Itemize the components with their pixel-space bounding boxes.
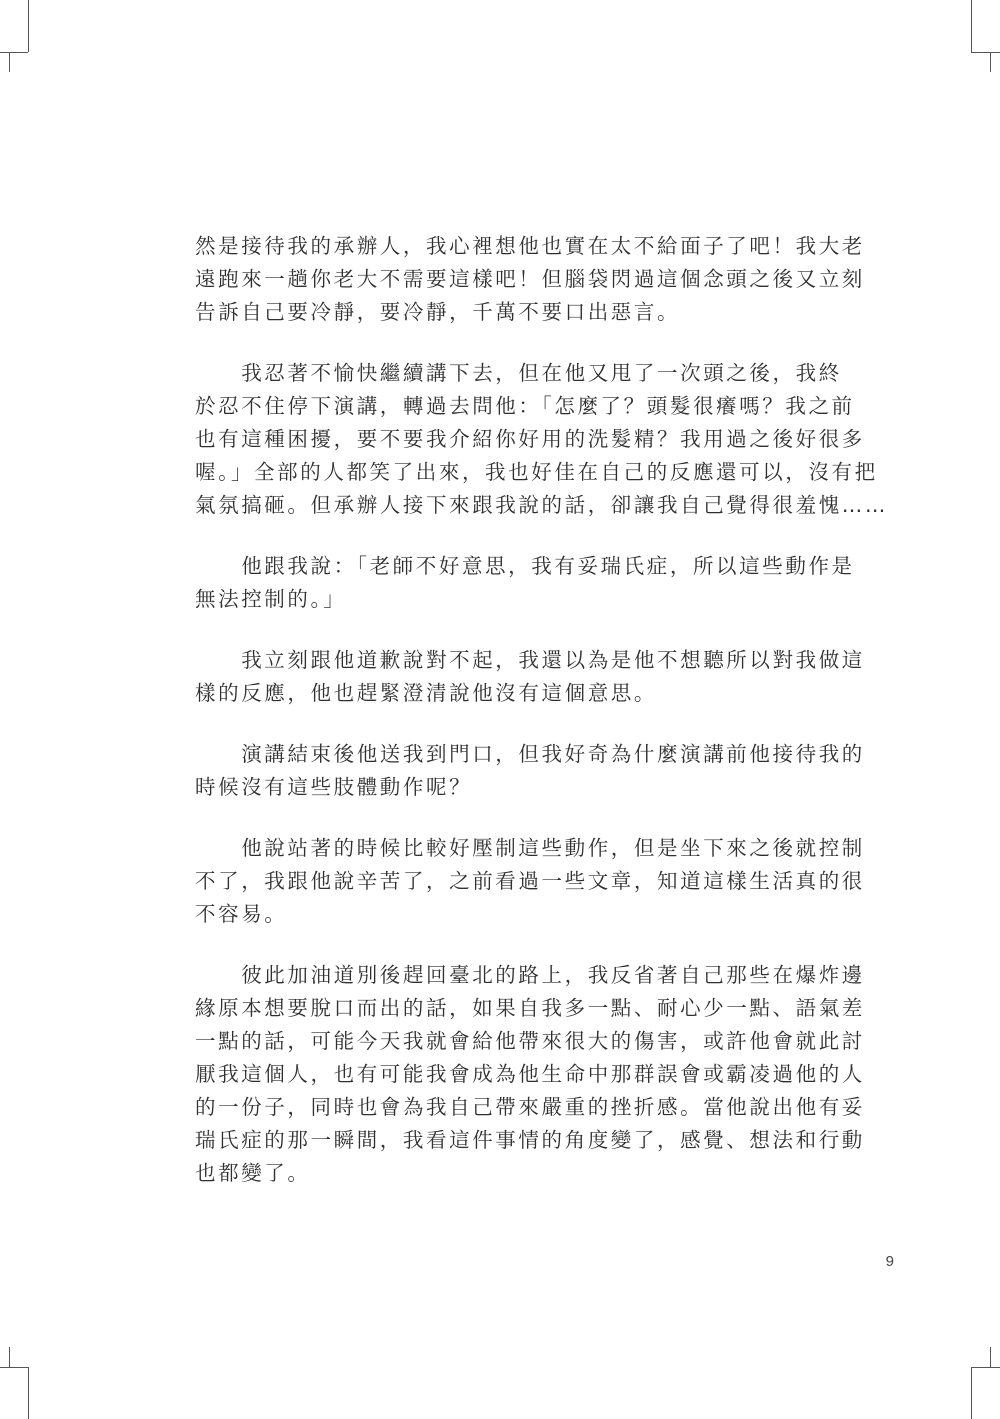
crop-mark-bottom-left-horizontal	[0, 1367, 28, 1368]
paragraph	[195, 230, 863, 329]
crop-mark-bottom-right-vertical	[971, 1367, 972, 1419]
crop-mark-bottom-right-outer	[990, 1347, 991, 1367]
text-line: 然是接待我的承辦人，我心裡想他也實在太不給面子了吧！我大老	[195, 234, 865, 258]
text-line: 厭我這個人，也有可能我會成為他生命中那群誤會或霸凌過他的人	[195, 1062, 865, 1086]
text-line: 的一份子，同時也會為我自己帶來嚴重的挫折感。當他說出他有妥	[195, 1095, 865, 1119]
crop-mark-top-right-vertical	[971, 0, 972, 52]
text-line: 於忍不住停下演講，轉過去問他：「怎麼了？頭髮很癢嗎？我之前	[195, 394, 855, 418]
crop-mark-bottom-left-vertical	[28, 1367, 29, 1419]
text-line: 不容易。	[195, 902, 288, 926]
body-text	[195, 230, 888, 1218]
crop-mark-top-right-outer	[990, 52, 991, 72]
text-line: 緣原本想要脫口而出的話，如果自我多一點、耐心少一點、語氣差	[195, 996, 865, 1020]
text-line: 喔。」全部的人都笑了出來，我也好佳在自己的反應還可以，沒有把	[195, 460, 878, 484]
paragraph	[195, 738, 863, 804]
paragraph	[195, 550, 863, 616]
text-line: 告訴自己要冷靜，要冷靜，千萬不要口出惡言。	[195, 300, 681, 324]
page-number: 9	[885, 1253, 894, 1270]
text-line: 不了，我跟他說辛苦了，之前看過一些文章，知道這樣生活真的很	[195, 869, 865, 893]
text-line: 他跟我說：「老師不好意思，我有妥瑞氏症，所以這些動作是	[195, 554, 855, 578]
text-line: 也有這種困擾，要不要我介紹你好用的洗髮精？我用過之後好很多	[195, 427, 865, 451]
crop-mark-top-left-horizontal	[0, 52, 28, 53]
text-line: 時候沒有這些肢體動作呢？	[195, 775, 473, 799]
crop-mark-bottom-left-outer	[9, 1347, 10, 1367]
text-line: 也都變了。	[195, 1161, 311, 1185]
paragraph	[195, 832, 863, 931]
crop-mark-bottom-right-horizontal	[971, 1367, 1000, 1368]
text-line: 我立刻跟他道歉說對不起，我還以為是他不想聽所以對我做這	[195, 648, 865, 672]
text-line: 彼此加油道別後趕回臺北的路上，我反省著自己那些在爆炸邊	[195, 963, 865, 987]
text-line: 氣氛搞砸。但承辦人接下來跟我說的話，卻讓我自己覺得很羞愧……	[195, 493, 888, 517]
text-line: 樣的反應，他也趕緊澄清說他沒有這個意思。	[195, 681, 657, 705]
paragraph	[195, 959, 863, 1190]
text-line: 遠跑來一趟你老大不需要這樣吧！但腦袋閃過這個念頭之後又立刻	[195, 267, 865, 291]
crop-mark-top-left-vertical	[28, 0, 29, 52]
paragraph	[195, 644, 863, 710]
crop-mark-top-right-horizontal	[971, 52, 1000, 53]
text-line: 他說站著的時候比較好壓制這些動作，但是坐下來之後就控制	[195, 836, 865, 860]
text-line: 演講結束後他送我到門口，但我好奇為什麼演講前他接待我的	[195, 742, 865, 766]
text-line: 瑞氏症的那一瞬間，我看這件事情的角度變了，感覺、想法和行動	[195, 1128, 865, 1152]
text-line: 一點的話，可能今天我就會給他帶來很大的傷害，或許他會就此討	[195, 1029, 865, 1053]
text-line: 無法控制的。」	[195, 587, 347, 611]
text-line: 我忍著不愉快繼續講下去，但在他又甩了一次頭之後，我終	[195, 361, 842, 385]
paragraph	[195, 357, 888, 522]
crop-mark-top-left-outer	[9, 52, 10, 72]
